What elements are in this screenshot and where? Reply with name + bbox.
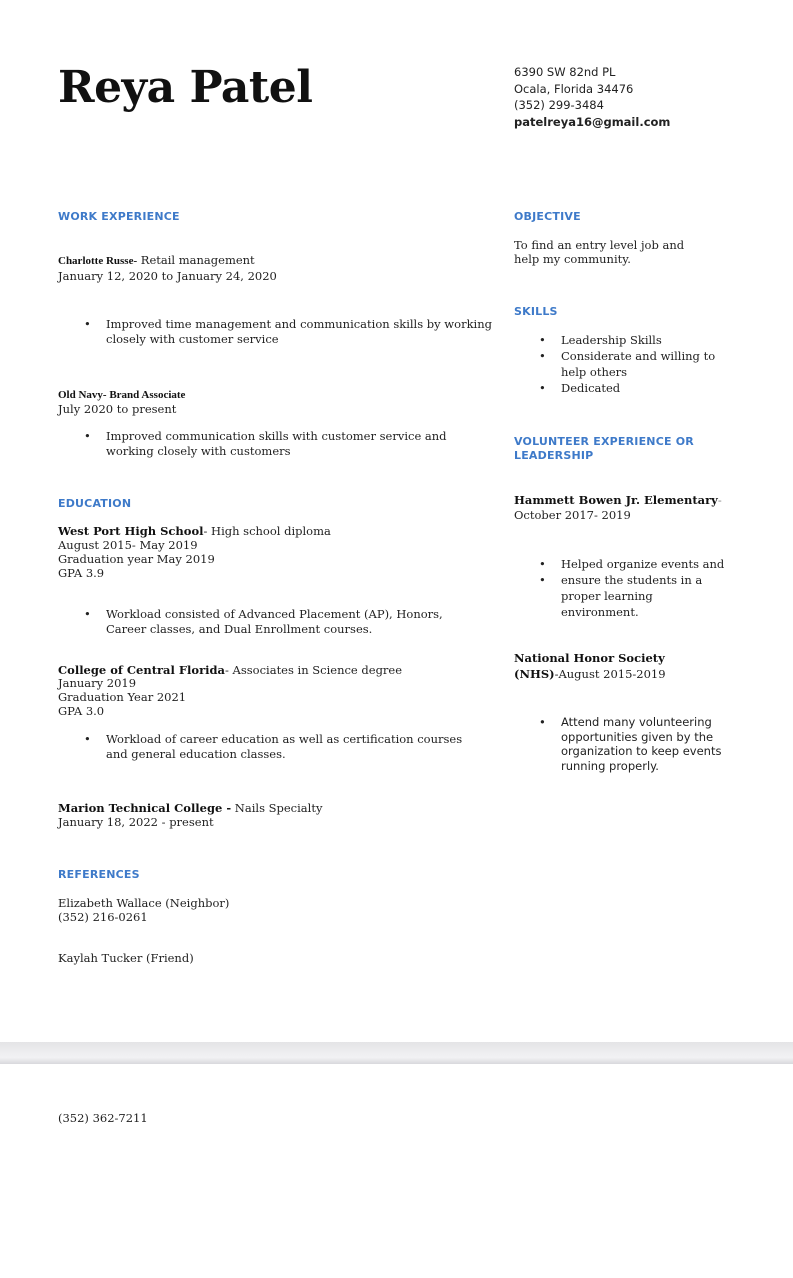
skill-item: • Leadership Skills <box>539 332 729 348</box>
email-address[interactable]: patelreya16@gmail.com <box>514 114 671 129</box>
address-line-1: 6390 SW 82nd PL <box>514 65 616 79</box>
job-2-title: Old Navy- Brand Associate <box>58 389 186 401</box>
address-line-2: Ocala, Florida 34476 <box>514 81 634 96</box>
references-heading: REFERENCES <box>58 868 140 881</box>
school-2-title <box>58 663 402 677</box>
school-1-degree: - High school diploma <box>203 524 331 538</box>
job-1-bullet: • Improved time management and communication skills by working closely with customer service <box>84 317 496 346</box>
job-2-bullets <box>84 429 464 458</box>
school-1-graduation: Graduation year May 2019 <box>58 552 215 566</box>
job-1-bullets <box>84 317 496 346</box>
page-separator <box>0 1042 793 1065</box>
objective-heading: OBJECTIVE <box>514 210 581 223</box>
job-2-dates: July 2020 to present <box>58 402 177 416</box>
reference-2-name: Kaylah Tucker (Friend) <box>58 951 194 965</box>
school-2-bullets <box>84 732 484 761</box>
school-1-name: West Port High School <box>58 524 204 538</box>
school-1-bullets <box>84 607 484 636</box>
skill-item: • Considerate and willing to help others <box>539 348 729 380</box>
candidate-name: Reya Patel <box>58 62 313 113</box>
school-2-dates: January 2019 <box>58 676 137 690</box>
volunteer-2-org-line-2: (NHS) <box>514 667 555 681</box>
objective-text: To find an entry level job and help my community. <box>514 238 685 266</box>
skills-heading: SKILLS <box>514 305 558 318</box>
resume-page-2 <box>0 1064 793 1278</box>
school-2-bullet: • Workload of career education as well as certification courses and general education classes. <box>84 732 484 761</box>
volunteer-1-dates: October 2017- 2019 <box>514 508 631 522</box>
reference-1-name: Elizabeth Wallace (Neighbor) <box>58 896 230 910</box>
school-3-name: Marion Technical College - <box>58 801 232 815</box>
skill-item: • Dedicated <box>539 380 729 396</box>
phone-number: (352) 299-3484 <box>514 98 604 112</box>
reference-1-phone: (352) 216-0261 <box>58 910 148 924</box>
contact-block <box>514 64 670 130</box>
volunteer-2-org-line-1: National Honor Society <box>514 651 665 665</box>
school-2-graduation: Graduation Year 2021 <box>58 690 187 704</box>
volunteer-1-dash: - <box>717 493 722 507</box>
volunteer-1-bullet: • ensure the students in a proper learning environment. <box>539 572 729 620</box>
school-2-gpa: GPA 3.0 <box>58 704 105 718</box>
school-1-title <box>58 524 331 538</box>
volunteer-1-title <box>514 493 722 507</box>
job-1-role: Retail management <box>137 253 255 267</box>
skills-list <box>539 332 729 396</box>
job-1-employer: Charlotte Russe- <box>58 255 138 267</box>
volunteer-2-title <box>514 667 666 681</box>
school-3-dates: January 18, 2022 - present <box>58 815 214 829</box>
volunteer-2-bullet: • Attend many volunteering opportunities given by the organization to keep events running properly. <box>539 715 735 773</box>
school-2-degree: - Associates in Science degree <box>225 663 403 677</box>
work-experience-heading: WORK EXPERIENCE <box>58 210 180 223</box>
volunteer-1-org: Hammett Bowen Jr. Elementary <box>514 493 718 507</box>
job-1-title <box>58 253 255 268</box>
school-1-bullet: • Workload consisted of Advanced Placement (AP), Honors, Career classes, and Dual Enrollment courses. <box>84 607 484 636</box>
job-1-dates: January 12, 2020 to January 24, 2020 <box>58 269 277 283</box>
volunteer-heading-line-2: LEADERSHIP <box>514 449 594 462</box>
school-1-gpa: GPA 3.9 <box>58 566 105 580</box>
volunteer-heading-line-1: VOLUNTEER EXPERIENCE OR <box>514 435 694 448</box>
school-3-title <box>58 801 322 815</box>
volunteer-2-bullets <box>539 715 735 773</box>
reference-2-phone: (352) 362-7211 <box>58 1111 148 1125</box>
volunteer-1-bullet: • Helped organize events and <box>539 556 729 572</box>
job-2-bullet: • Improved communication skills with customer service and working closely with customers <box>84 429 464 458</box>
education-heading: EDUCATION <box>58 497 132 510</box>
school-1-dates: August 2015- May 2019 <box>58 538 198 552</box>
volunteer-1-bullets <box>539 556 729 620</box>
volunteer-2-dates: -August 2015-2019 <box>554 667 666 681</box>
school-3-degree: Nails Specialty <box>231 801 323 815</box>
school-2-name: College of Central Florida <box>58 663 226 677</box>
